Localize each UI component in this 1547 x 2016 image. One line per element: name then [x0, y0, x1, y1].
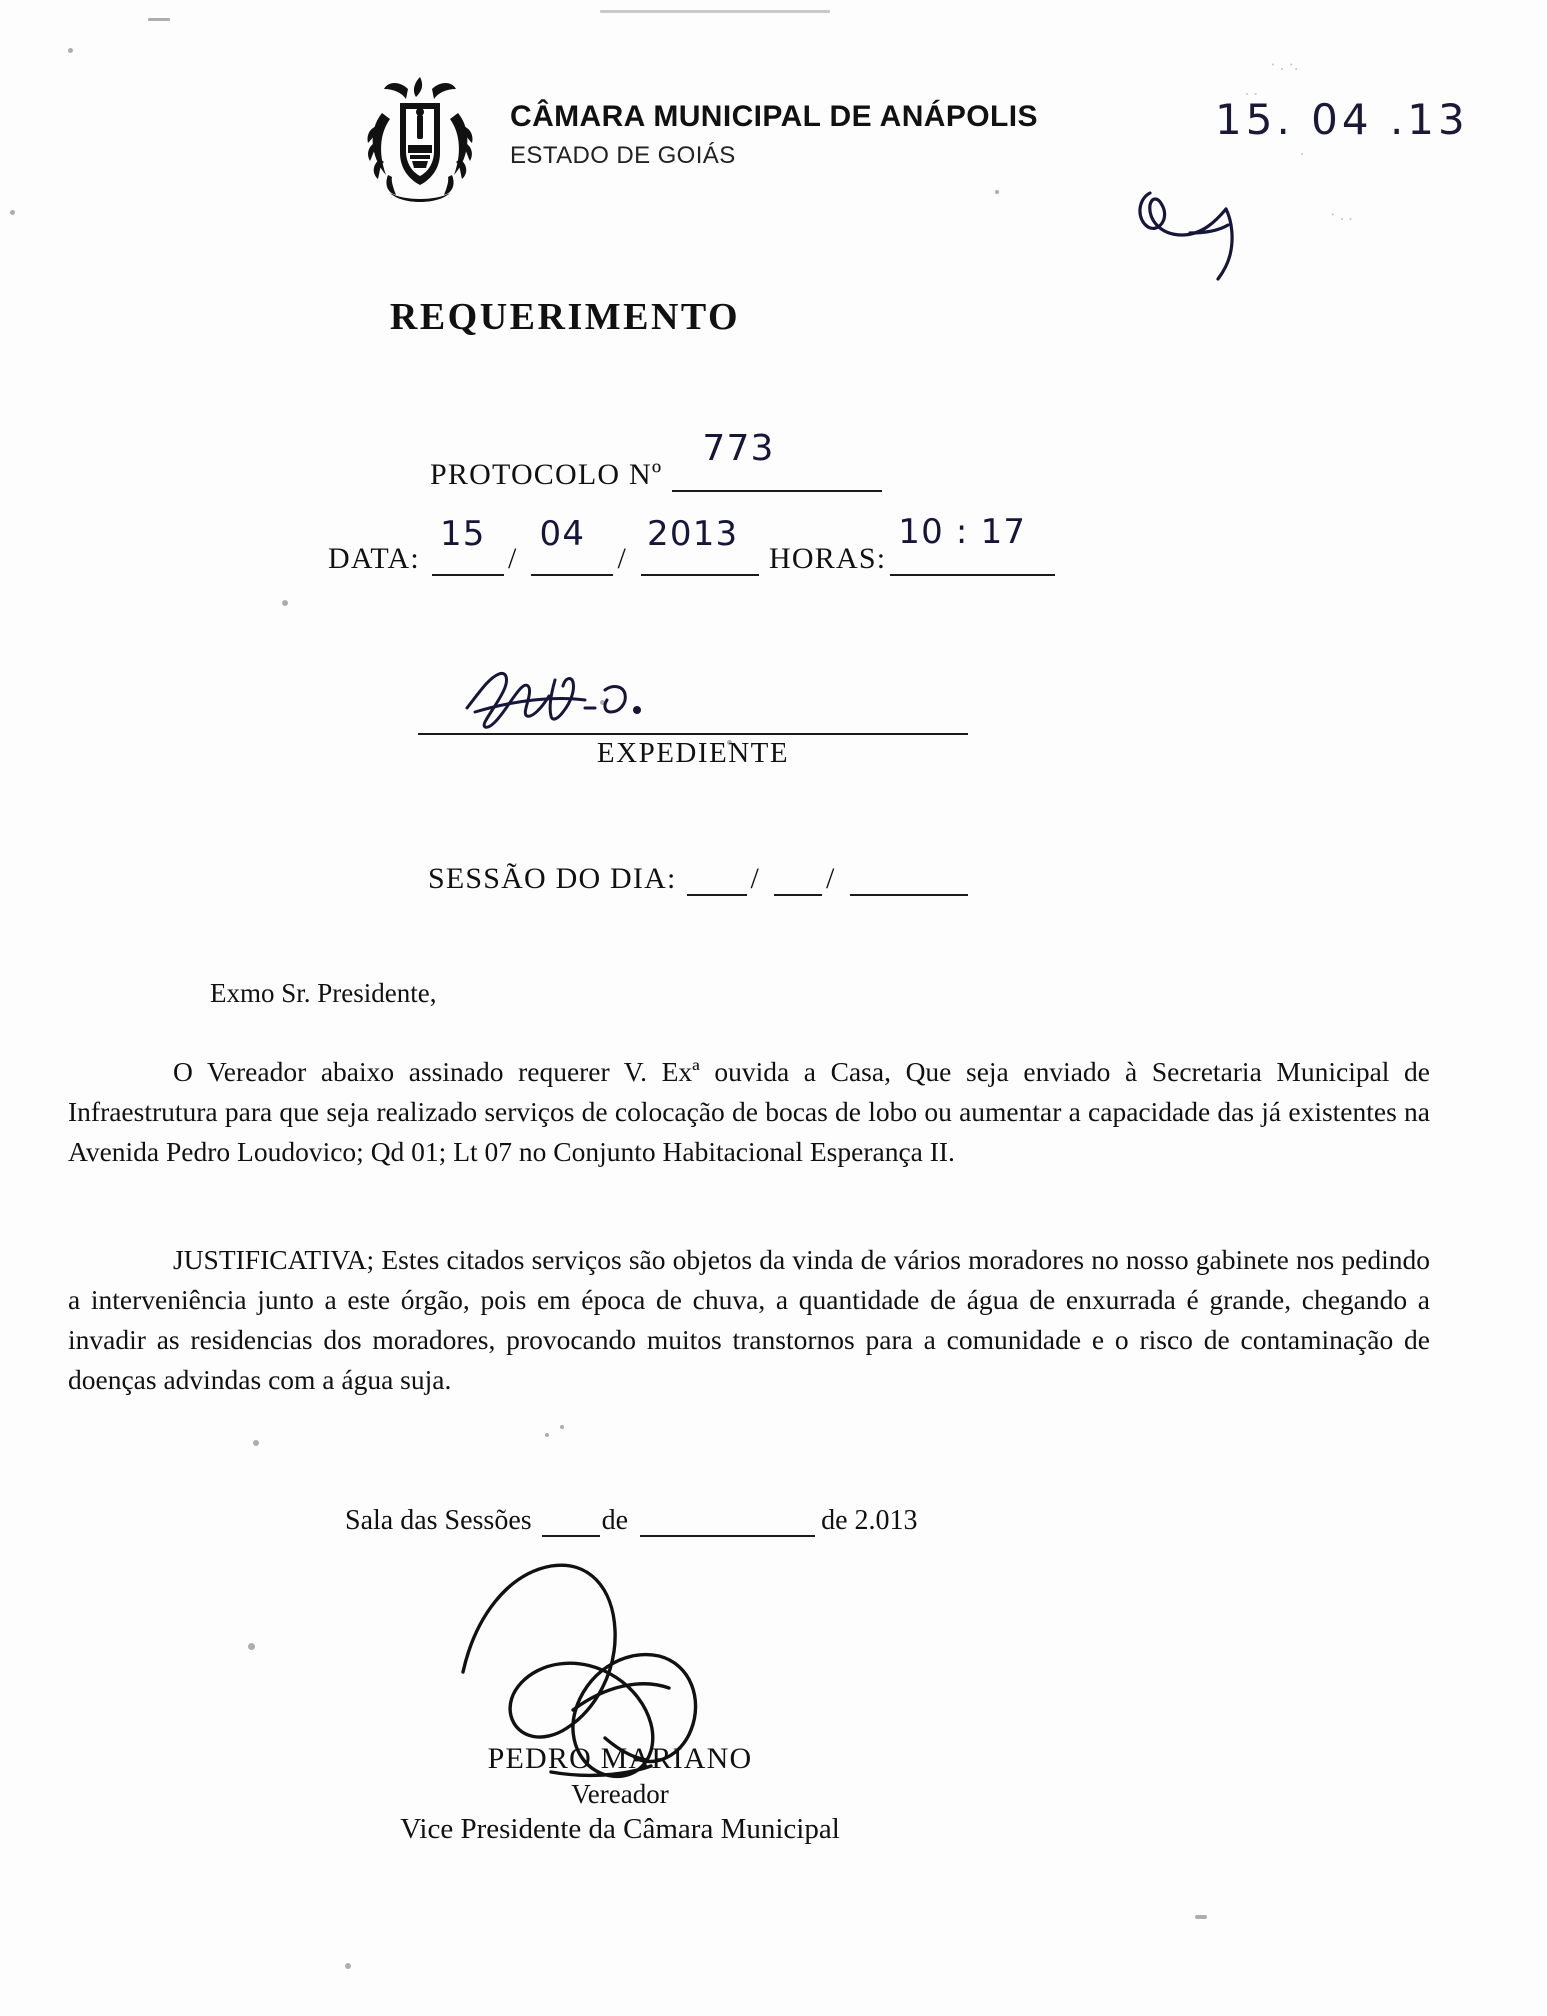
- date-day-field[interactable]: [432, 514, 504, 576]
- hours-field[interactable]: [890, 512, 1055, 576]
- date-separator-1: /: [507, 542, 518, 575]
- protocol-row: [430, 428, 882, 492]
- signer-name: PEDRO MARIANO: [487, 1742, 753, 1775]
- session-day-field[interactable]: [687, 866, 747, 896]
- session-separator-2: /: [826, 862, 836, 895]
- session-label: SESSÃO DO DIA:: [428, 862, 677, 895]
- organization-state: ESTADO DE GOIÁS: [510, 142, 736, 169]
- scan-speck: [282, 600, 288, 606]
- scan-speck: [68, 48, 73, 53]
- date-row: [328, 512, 1055, 576]
- addressee-line: Exmo Sr. Presidente,: [210, 978, 437, 1008]
- closing-month-field[interactable]: [640, 1507, 815, 1537]
- protocol-label: PROTOCOLO Nº: [430, 458, 663, 491]
- scan-speck: [248, 1643, 255, 1650]
- closing-day-field[interactable]: [542, 1507, 600, 1537]
- expediente-label: EXPEDIENTE: [596, 737, 790, 769]
- scan-speck: [600, 10, 830, 13]
- organization-name: CÂMARA MUNICIPAL DE ANÁPOLIS: [510, 100, 1038, 133]
- closing-de-2: de 2.013: [821, 1505, 918, 1536]
- closing-line: [345, 1505, 918, 1537]
- date-month: 04: [539, 514, 586, 554]
- date-year: 2013: [647, 514, 739, 554]
- coat-of-arms-icon: [360, 75, 480, 205]
- hours-value: 10 : 17: [898, 512, 1027, 552]
- scan-speck: [545, 1433, 549, 1437]
- hours-label: HORAS:: [769, 542, 887, 575]
- expediente-line: [418, 733, 968, 735]
- document-header: [360, 75, 1038, 205]
- date-day: 15: [439, 514, 486, 554]
- scan-speck: [253, 1440, 259, 1446]
- scan-speck: [560, 1425, 564, 1429]
- date-separator-2: /: [617, 542, 628, 575]
- page-title: REQUERIMENTO: [389, 296, 741, 338]
- scan-speck: [10, 210, 15, 215]
- scan-speck: [148, 18, 170, 21]
- protocol-value: 773: [702, 428, 775, 469]
- body-paragraph-2: [68, 1240, 1430, 1400]
- signer-role-secondary: Vice Presidente da Câmara Municipal: [400, 1813, 840, 1846]
- date-year-field[interactable]: [641, 514, 759, 576]
- handwritten-scribble-icon: [1130, 175, 1320, 300]
- session-month-field[interactable]: [774, 866, 822, 896]
- signature-block: [0, 1740, 1240, 1848]
- paragraph-2-text: JUSTIFICATIVA; Estes citados serviços são objetos da vinda de vários moradores no nosso gabinete nos pedindo a interveniência junto a este órgão, pois em época de chuva, a quantidade de água de enxurrada é grande, chegando a invadir as residencias dos moradores, provocando muitos transtornos para a comunidade e o risco de contaminação de doenças advindas com a água suja.: [68, 1244, 1430, 1395]
- document-page: · . ·. . . · . . . CÂMARA MUNICIPAL DE ANÁPOLIS ESTADO DE GOIÁS 15. 04 .13 REQUERIMENTO PROTOCOLO Nº 773 DATA: 15 / 04 / 2013 HORAS: 10 : 17 EXPEDIENTE SESSÃO DO DIA: / / Exmo Sr. Presidente, O Vereador abaixo assinado requerer V. Exª ouvida a Casa, Que seja enviado à Secretaria Municipal de Infraestrutura para que seja realizado serviços de colocação de bocas de lobo ou aumentar a capacidade das já existentes na Avenida Pedro Loudovico; Qd 01; Lt 07 no Conjunto Habitacional Esperança II. JUSTIFICATIVA; Estes citados serviços são objetos da vinda de vários moradores no nosso gabinete nos pedindo a interveniência junto a este órgão, pois em época de chuva, a quantidade de água de enxurrada é grande, chegando a invadir as residencias dos moradores, provocando muitos transtornos para a comunidade e o risco de contaminação de doenças advindas com a água suja. Sala das Sessões de de 2.013 PEDRO MARIANO Vereador Vice Presidente da Câmara Municipal: [0, 0, 1547, 2016]
- date-label: DATA:: [328, 542, 420, 575]
- handwritten-stamp-date: 15. 04 .13: [1215, 95, 1469, 144]
- protocol-value-field[interactable]: [672, 428, 882, 492]
- session-separator-1: /: [750, 862, 761, 895]
- scan-speck: [1195, 1915, 1207, 1919]
- closing-de-1: de: [601, 1505, 629, 1536]
- body-paragraph-1: [68, 1052, 1430, 1172]
- session-row: [428, 862, 968, 896]
- session-year-field[interactable]: [850, 866, 968, 896]
- date-month-field[interactable]: [531, 514, 613, 576]
- paragraph-1-text: O Vereador abaixo assinado requerer V. Exª ouvida a Casa, Que seja enviado à Secretaria Municipal de Infraestrutura para que seja realizado serviços de colocação de bocas de lobo ou aumentar a capacidade das já existentes na Avenida Pedro Loudovico; Qd 01; Lt 07 no Conjunto Habitacional Esperança II.: [68, 1056, 1430, 1167]
- scan-speck: [345, 1963, 351, 1969]
- signer-role: Vereador: [571, 1778, 669, 1809]
- closing-prefix: Sala das Sessões: [345, 1505, 532, 1536]
